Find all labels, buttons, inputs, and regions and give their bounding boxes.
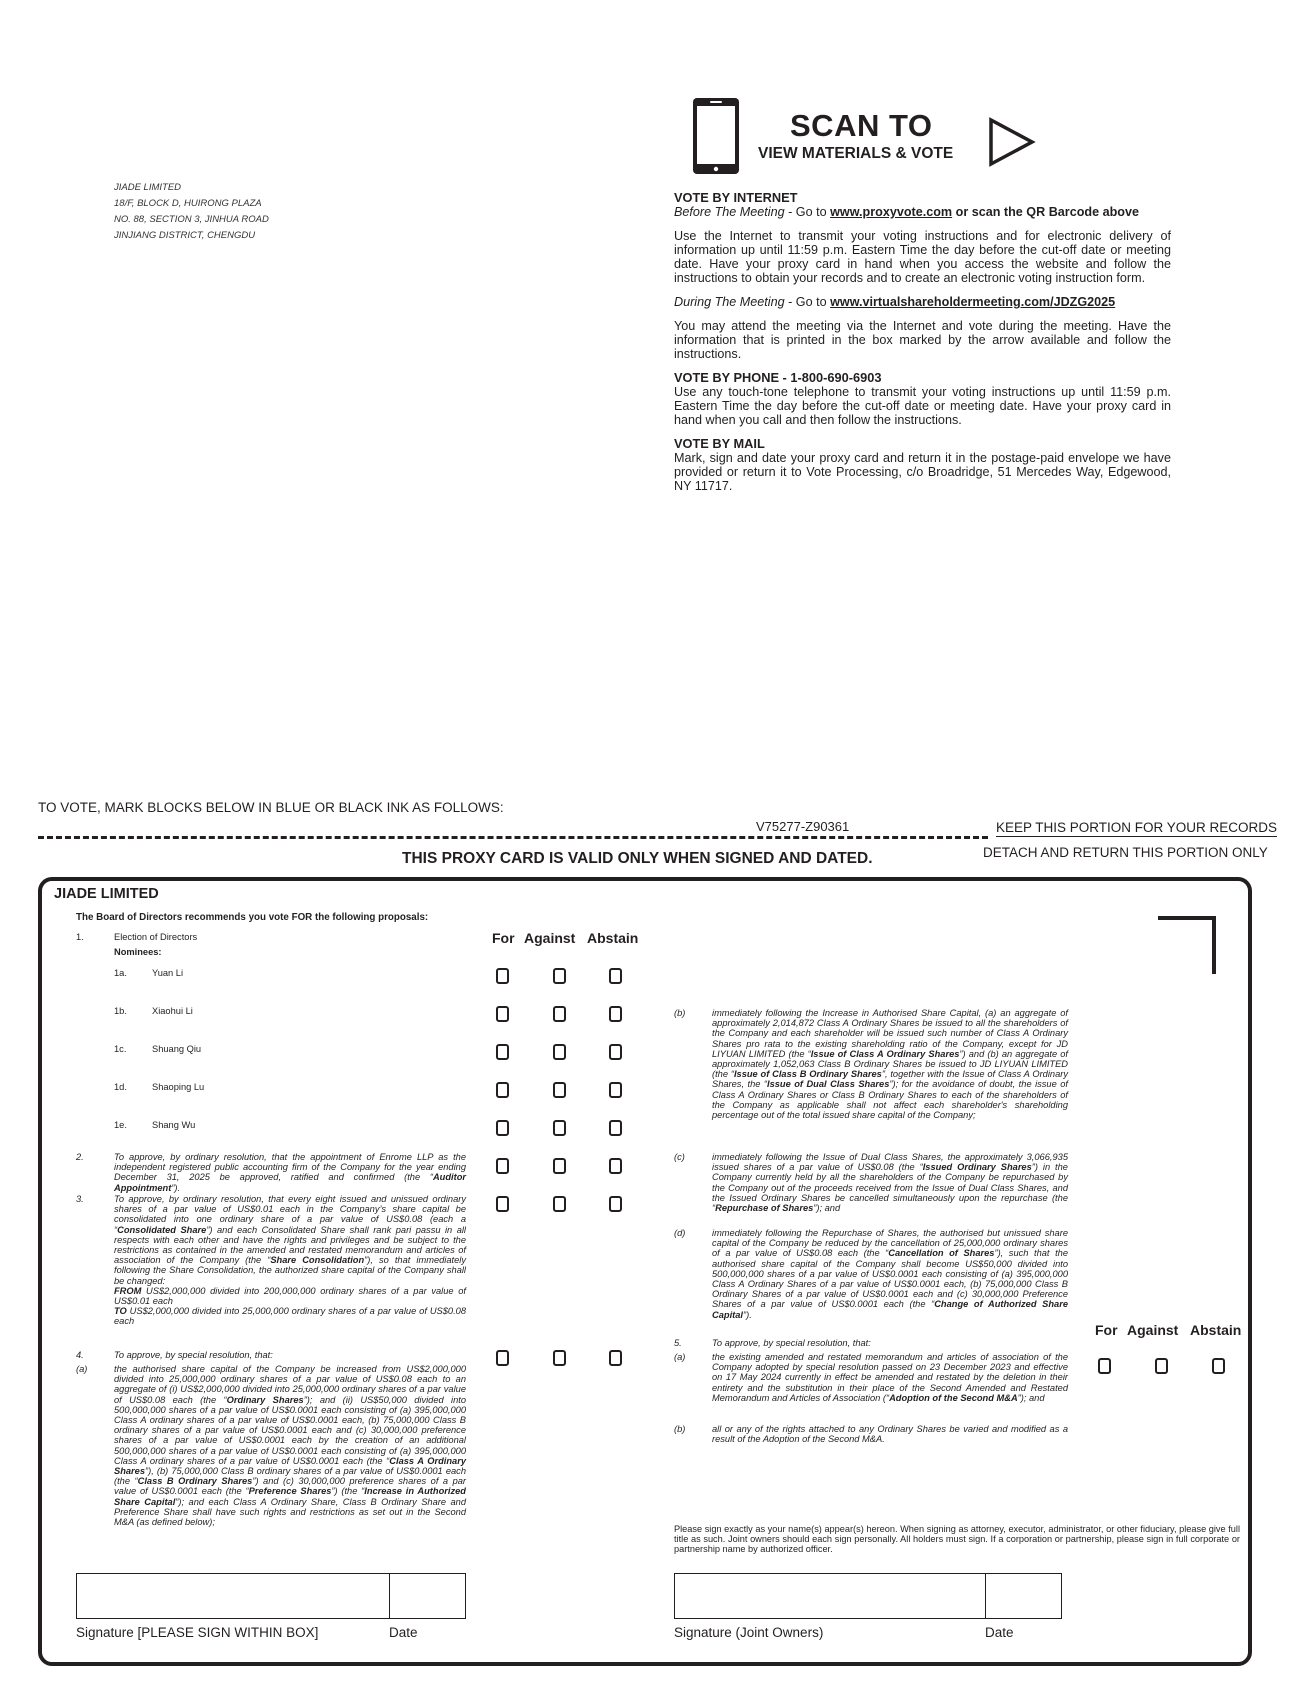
- proposal-1-label: Election of Directors: [114, 932, 198, 942]
- vote-for-1b-checkbox[interactable]: [496, 1006, 509, 1022]
- signature-box[interactable]: [76, 1573, 466, 1619]
- proposal-3-from-label: FROM: [114, 1285, 142, 1296]
- vote-against-1b-checkbox[interactable]: [553, 1006, 566, 1022]
- vote-abstain-2-checkbox[interactable]: [609, 1158, 622, 1174]
- vote-abstain-5-checkbox[interactable]: [1212, 1358, 1225, 1374]
- during-goto: - Go to: [784, 295, 831, 309]
- proposal-3-term-a: Consolidated Share: [117, 1224, 207, 1235]
- proposal-5b-number: (b): [674, 1424, 686, 1434]
- joint-date-box-divider: [985, 1573, 986, 1619]
- nominee-number: 1b.: [114, 1006, 127, 1016]
- keep-portion-label: KEEP THIS PORTION FOR YOUR RECORDS: [996, 820, 1278, 835]
- proposal-2-text: [114, 1152, 466, 1193]
- p4a-body-1: the authorised share capital of the Company be increased from US$2,000,000 divided into 25,000,000 ordinary shares of a par value of US$0.08 each to an aggregate of (i) US$2,000,000 divided into 25,000,000 ordinary shares of a par value of US$0.08 each (the “: [114, 1364, 466, 1405]
- detach-line: [38, 836, 988, 839]
- p5a-body-2: ”); and: [1017, 1392, 1045, 1403]
- vote-phone-heading: VOTE BY PHONE - 1-800-690-6903: [674, 370, 882, 385]
- p4a-term-4: Preference Shares: [248, 1486, 332, 1497]
- scan-subtitle: VIEW MATERIALS & VOTE: [758, 145, 954, 162]
- vote-abstain-3-checkbox[interactable]: [609, 1196, 622, 1212]
- proposal-3-body-a: To approve, by ordinary resolution, that every eight issued and unissued ordinary shares of a par value of US$0.01 each in the Company’s share capital be consolidated into one ordinary share of a par value of US$0.08 (each a “: [114, 1194, 466, 1235]
- valid-notice: THIS PROXY CARD IS VALID ONLY WHEN SIGNED AND DATED.: [402, 850, 873, 867]
- proposal-3-term-b: Share Consolidation: [270, 1255, 365, 1266]
- vote-for-1a-checkbox[interactable]: [496, 968, 509, 984]
- p4a-body-6: ”); and each Class A Ordinary Share, Class B Ordinary Share and Preference Share shall have such rights and restrictions as set out in the Second M&A (as defined below);: [114, 1496, 466, 1528]
- vote-for-1e-checkbox[interactable]: [496, 1120, 509, 1136]
- proposal-3-body-c: ”), so that immediately following the Share Consolidation, the authorized share capital of the Company shall be changed:: [114, 1255, 466, 1286]
- joint-date-label: Date: [985, 1625, 1014, 1640]
- signature-label: Signature [PLEASE SIGN WITHIN BOX]: [76, 1625, 319, 1640]
- proposal-5-number: 5.: [674, 1338, 682, 1348]
- proposal-5-intro: To approve, by special resolution, that:: [712, 1338, 871, 1348]
- address-line: JINJIANG DISTRICT, CHENGDU: [114, 230, 256, 241]
- proposal-4b-text: [712, 1008, 1068, 1120]
- proposal-2-tail: ”).: [171, 1182, 181, 1193]
- nominee-number: 1e.: [114, 1120, 127, 1130]
- col-header-abstain-2: Abstain: [1190, 1322, 1242, 1338]
- p4a-body-3: ”), (b) 75,000,000 Class B ordinary shares of a par value of US$0.0001 each (the “: [114, 1466, 466, 1487]
- p4b-body-3: ”, together with the Issue of Class A Ordinary Shares, the “: [712, 1069, 1068, 1090]
- p4d-body-3: ”).: [743, 1309, 752, 1320]
- joint-signature-label: Signature (Joint Owners): [674, 1625, 824, 1640]
- vote-abstain-1c-checkbox[interactable]: [609, 1044, 622, 1060]
- scan-title: SCAN TO: [790, 108, 933, 143]
- proposal-5a-number: (a): [674, 1352, 686, 1362]
- nominee-name: Shang Wu: [152, 1120, 196, 1130]
- vote-for-2-checkbox[interactable]: [496, 1158, 509, 1174]
- vote-for-4-checkbox[interactable]: [496, 1350, 509, 1366]
- vote-against-1e-checkbox[interactable]: [553, 1120, 566, 1136]
- mark-instructions: TO VOTE, MARK BLOCKS BELOW IN BLUE OR BLACK INK AS FOLLOWS:: [38, 800, 504, 815]
- proposal-4a-number: (a): [76, 1364, 88, 1374]
- return-address: [114, 180, 269, 244]
- proxyvote-link[interactable]: www.proxyvote.com: [830, 205, 953, 219]
- vote-mail-body: Mark, sign and date your proxy card and return it in the postage-paid envelope we have provided or return it to Vote Processing, c/o Broadridge, 51 Mercedes Way, Edgewood, NY 11717.: [674, 451, 1171, 493]
- nominee-name: Yuan Li: [152, 968, 184, 978]
- during-meeting-body: You may attend the meeting via the Internet and vote during the meeting. Have the information that is printed in the box marked by the arrow available and follow the instructions.: [674, 319, 1171, 361]
- vote-abstain-1d-checkbox[interactable]: [609, 1082, 622, 1098]
- proposal-5a-text: [712, 1352, 1068, 1403]
- vote-against-1c-checkbox[interactable]: [553, 1044, 566, 1060]
- vote-for-1c-checkbox[interactable]: [496, 1044, 509, 1060]
- vote-against-5-checkbox[interactable]: [1155, 1358, 1168, 1374]
- proposal-4c-number: (c): [674, 1152, 685, 1162]
- p4a-term-2: Class A Ordinary Shares: [114, 1455, 466, 1477]
- p5a-term-1: Adoption of the Second M&A: [889, 1392, 1018, 1403]
- vote-for-3-checkbox[interactable]: [496, 1196, 509, 1212]
- during-meeting-label: During The Meeting: [674, 295, 785, 309]
- proposal-1-number: 1.: [76, 932, 84, 942]
- vote-abstain-1a-checkbox[interactable]: [609, 968, 622, 984]
- col-header-against-2: Against: [1127, 1322, 1179, 1338]
- proposal-4-intro: To approve, by special resolution, that:: [114, 1350, 273, 1360]
- nominee-name: Xiaohui Li: [152, 1006, 193, 1016]
- p4b-term-3: Issue of Dual Class Shares: [767, 1079, 890, 1090]
- date-box-divider: [389, 1573, 390, 1619]
- p4c-body-2: ”) in the Company currently held by all the shareholders of the Company be repurchased by the Company out of the proceeds received from the Issue of Dual Class Shares, and the Issued Ordinary Shares be cancelled simultaneously upon the repurchase (the “: [712, 1162, 1068, 1214]
- board-recommendation: The Board of Directors recommends you vote FOR the following proposals:: [76, 912, 429, 923]
- vote-phone-body: Use any touch-tone telephone to transmit your voting instructions up until 11:59 p.m. Eastern Time the day before the cut-off date or meeting date. Have your proxy card in hand when you call and then follow the instructions.: [674, 385, 1171, 427]
- p4d-body-2: ”), such that the authorised share capital of the Company shall become US$50,000 divided into 500,000,000 shares of a par value of US$0.0001 each consisting of (a) 395,000,000 Class A Ordinary Shares of a par value of US$0.0001 each, (b) 75,000,000 Class B Ordinary Shares of a par value of US$0.0001 each and (c) 30,000,000 Preference Shares of a par value of US$0.0001 each (the “: [712, 1248, 1068, 1310]
- nominee-number: 1d.: [114, 1082, 127, 1092]
- p4d-term-2: Change of Authorized Share Capital: [712, 1299, 1068, 1320]
- vote-abstain-1b-checkbox[interactable]: [609, 1006, 622, 1022]
- p4c-term-2: Repurchase of Shares: [715, 1203, 814, 1214]
- p4a-term-3: Class B Ordinary Shares: [137, 1476, 253, 1487]
- vote-for-1d-checkbox[interactable]: [496, 1082, 509, 1098]
- p4b-body-1: immediately following the Increase in Authorised Share Capital, (a) an aggregate of approximately 2,014,872 Class A Ordinary Shares be issued to all the shareholders of the Company and each shareholder will be issued such number of Class A Ordinary Shares pro rata to the existing shareholding ratio of the Company, except for JD LIYUAN LIMITED (the “: [712, 1008, 1068, 1059]
- play-arrow-icon: [988, 117, 1036, 167]
- p4b-term-1: Issue of Class A Ordinary Shares: [810, 1048, 960, 1059]
- p4a-term-1: Ordinary Shares: [226, 1394, 304, 1405]
- vote-abstain-1e-checkbox[interactable]: [609, 1120, 622, 1136]
- virtual-meeting-link[interactable]: www.virtualshareholdermeeting.com/JDZG2025: [830, 295, 1116, 309]
- voting-instructions: [674, 191, 1171, 493]
- vote-against-2-checkbox[interactable]: [553, 1158, 566, 1174]
- proposal-2-body: To approve, by ordinary resolution, that the appointment of Enrome LLP as the independent registered public accounting firm of the Company for the year ending December 31, 2025 be approved, ratified and confirmed (the “: [114, 1152, 466, 1183]
- proposal-3-text: [114, 1194, 466, 1327]
- proposal-4d-text: [712, 1228, 1068, 1320]
- p5a-body-1: the existing amended and restated memorandum and articles of association of the Company adopted by special resolution passed on 23 December 2023 and effective on 17 May 2024 currently in effect be amended and restated by the deletion in their entirety and the substitution in their place of the Second Amended and Restated Memorandum and Articles of Association (“: [712, 1352, 1068, 1403]
- vote-abstain-4-checkbox[interactable]: [609, 1350, 622, 1366]
- joint-signature-box[interactable]: [674, 1573, 1062, 1619]
- proposal-3-number: 3.: [76, 1194, 84, 1204]
- p4d-body-1: immediately following the Repurchase of Shares, the authorised but unissued share capital of the Company be reduced by the cancellation of 25,000,000 ordinary shares of a par value of US$0.08 each (the “: [712, 1228, 1068, 1259]
- p4a-body-4: ”) and (c) 30,000,000 preference shares of a par value of US$0.0001 each (the “: [114, 1476, 467, 1497]
- address-line: NO. 88, SECTION 3, JINHUA ROAD: [114, 214, 269, 225]
- company-name: JIADE LIMITED: [54, 886, 159, 902]
- before-meeting-body: Use the Internet to transmit your voting instructions and for electronic delivery of information up until 11:59 p.m. Eastern Time the day before the cut-off date or meeting date. Have your proxy card in hand when you access the website and follow the instructions to obtain your records and to create an electronic voting instruction form.: [674, 229, 1171, 285]
- proposal-3-body-b: ”) and each Consolidated Share shall rank pari passu in all respects with each other and have the rights and privileges and be subject to the restrictions as contained in the amended and restated memorandum and articles of association of the Company (the “: [114, 1224, 467, 1266]
- p4d-term-1: Cancellation of Shares: [888, 1248, 995, 1259]
- nominees-label: Nominees:: [114, 947, 162, 957]
- col-header-against: Against: [524, 930, 576, 946]
- col-header-for-2: For: [1095, 1322, 1118, 1338]
- p4b-body-2: ”) and (b) an aggregate of approximately 1,052,063 Class B Ordinary Shares be issued to JD LIYUAN LIMITED (the “: [712, 1048, 1069, 1080]
- p4b-body-4: ”); for the avoidance of doubt, the issue of Class A Ordinary Shares or Class B Ordinary Shares to each of the shareholders of the Company as applicable shall not affect each shareholder's shareholding percentage out of the total issued share capital of the Company;: [712, 1079, 1068, 1121]
- vote-against-1a-checkbox[interactable]: [553, 968, 566, 984]
- p4b-term-2: Issue of Class B Ordinary Shares: [733, 1069, 882, 1080]
- corner-mark: [1158, 916, 1216, 974]
- proposal-3-to: US$2,000,000 divided into 25,000,000 ordinary shares of a par value of US$0.08 each: [114, 1306, 466, 1327]
- vote-against-4-checkbox[interactable]: [553, 1350, 566, 1366]
- vote-mail-heading: VOTE BY MAIL: [674, 436, 765, 451]
- p4a-body-2: ”); and (ii) US$50,000 divided into 500,000,000 shares of a par value of US$0.0001 each consisting of (a) 395,000,000 Class A ordinary shares of a par value of US$0.0001 each, (b) 75,000,000 Class B ordinary shares of a par value of US$0.0001 each and (c) 30,000,000 preference shares of a par value of US$0.0001 each by the creation of an additional 500,000,000 shares of a par value of US$0.0001 each consisting of (a) 395,000,000 Class A ordinary shares of a par value of US$0.0001 each (the “: [114, 1394, 467, 1466]
- nominee-name: Shuang Qiu: [152, 1044, 202, 1054]
- p4c-body-1: immediately following the Issue of Dual Class Shares, the approximately 3,066,935 issued shares of a par value of US$0.08 (the “: [712, 1152, 1068, 1173]
- proposal-2-term: Auditor Appointment: [114, 1172, 466, 1193]
- proposal-3-to-label: TO: [114, 1306, 127, 1317]
- nominee-number: 1c.: [114, 1044, 127, 1054]
- before-goto: - Go to: [784, 205, 831, 219]
- vote-for-5-checkbox[interactable]: [1098, 1358, 1111, 1374]
- date-label: Date: [389, 1625, 418, 1640]
- proposal-4d-number: (d): [674, 1228, 686, 1238]
- address-line: JIADE LIMITED: [114, 182, 182, 193]
- before-meeting-line: [674, 205, 1171, 219]
- vote-against-1d-checkbox[interactable]: [553, 1082, 566, 1098]
- control-number: V75277-Z90361: [756, 819, 850, 834]
- mobile-phone-icon: [692, 97, 740, 175]
- p4a-term-5: Increase in Authorized Share Capital: [114, 1486, 466, 1507]
- before-meeting-label: Before The Meeting: [674, 205, 785, 219]
- proposal-4c-text: [712, 1152, 1068, 1213]
- col-header-abstain: Abstain: [587, 930, 639, 946]
- proposal-4-number: 4.: [76, 1350, 84, 1360]
- proposal-3-from: US$2,000,000 divided into 200,000,000 ordinary shares of a par value of US$0.01 each: [114, 1285, 466, 1307]
- signing-instructions: Please sign exactly as your name(s) appear(s) hereon. When signing as attorney, executor, administrator, or other fiduciary, please give full title as such. Joint owners should each sign personally. All holders must sign. If a corporation or partnership, please sign in full corporate or partnership name by authorized officer.: [674, 1524, 1240, 1554]
- vote-against-3-checkbox[interactable]: [553, 1196, 566, 1212]
- p4a-body-5: ”) (the “: [331, 1486, 365, 1497]
- proposal-5b-text: all or any of the rights attached to any Ordinary Shares be varied and modified as a result of the Adoption of the Second M&A.: [712, 1424, 1068, 1445]
- nominee-number: 1a.: [114, 968, 127, 978]
- col-header-for: For: [492, 930, 515, 946]
- before-tail: or scan the QR Barcode above: [952, 205, 1139, 219]
- proposal-4b-number: (b): [674, 1008, 686, 1018]
- vote-internet-heading: VOTE BY INTERNET: [674, 190, 798, 205]
- nominee-name: Shaoping Lu: [152, 1082, 205, 1092]
- proposal-4a-text: [114, 1364, 466, 1527]
- p4c-term-1: Issued Ordinary Shares: [922, 1162, 1032, 1173]
- p4c-body-3: ”); and: [813, 1203, 841, 1214]
- proposal-2-number: 2.: [76, 1152, 84, 1162]
- detach-return-label: DETACH AND RETURN THIS PORTION ONLY: [983, 845, 1268, 860]
- address-line: 18/F, BLOCK D, HUIRONG PLAZA: [114, 198, 262, 209]
- during-meeting-line: [674, 295, 1171, 309]
